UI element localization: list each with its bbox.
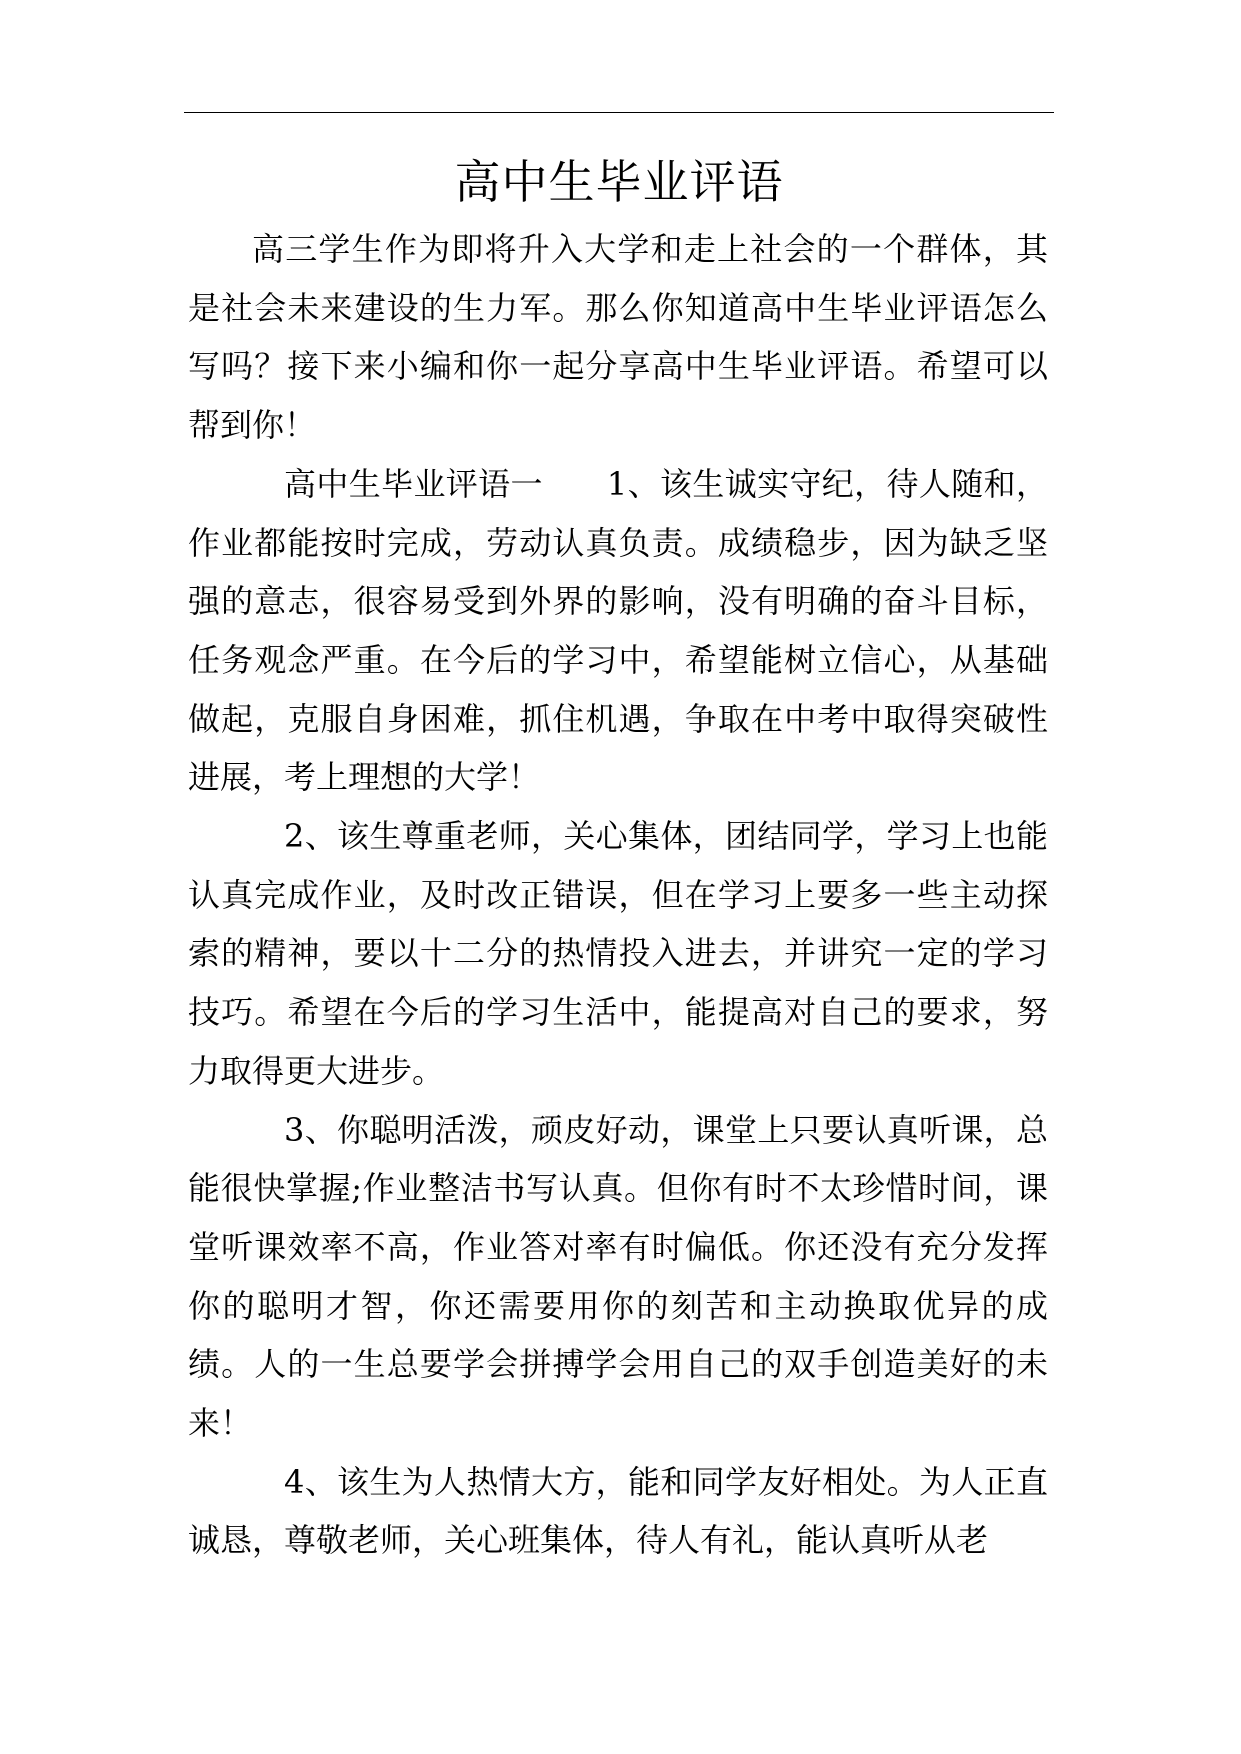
- comment-item-1: 1、该生诚实守纪，待人随和，作业都能按时完成，劳动认真负责。成绩稳步，因为缺乏坚强的意志，很容易受到外界的影响，没有明确的奋斗目标，任务观念严重。在今后的学习中，希望能树立信心，从基础做起，克服自身困难，抓住机遇，争取在中考中取得突破性进展，考上理想的大学！: [188, 464, 1048, 797]
- comment-item-4: 4、该生为人热情大方，能和同学友好相处。为人正直诚恳，尊敬老师，关心班集体，待人有礼，能认真听从老: [188, 1462, 1048, 1560]
- header-rule: [184, 112, 1054, 113]
- document-title: 高中生毕业评语: [454, 155, 784, 209]
- section-label: 高中生毕业评语一: [284, 464, 543, 503]
- intro-paragraph: 高三学生作为即将升入大学和走上社会的一个群体，其是社会未来建设的生力军。那么你知道高中生毕业评语怎么写吗？接下来小编和你一起分享高中生毕业评语。希望可以帮到你！: [188, 230, 1048, 445]
- comment-item-3: 3、你聪明活泼，顽皮好动，课堂上只要认真听课，总能很快掌握;作业整洁书写认真。但你有时不太珍惜时间，课堂听课效率不高，作业答对率有时偏低。你还没有充分发挥你的聪明才智，你还需要用你的刻苦和主动换取优异的成绩。人的一生总要学会拼搏学会用自己的双手创造美好的未来！: [188, 1110, 1048, 1443]
- document-body: [188, 220, 1048, 1570]
- comment-item-2: 2、该生尊重老师，关心集体，团结同学，学习上也能认真完成作业，及时改正错误，但在学习上要多一些主动探索的精神，要以十二分的热情投入进去，并讲究一定的学习技巧。希望在今后的学习生活中，能提高对自己的要求，努力取得更大进步。: [188, 817, 1048, 1090]
- section-paragraph-1: [188, 455, 1048, 807]
